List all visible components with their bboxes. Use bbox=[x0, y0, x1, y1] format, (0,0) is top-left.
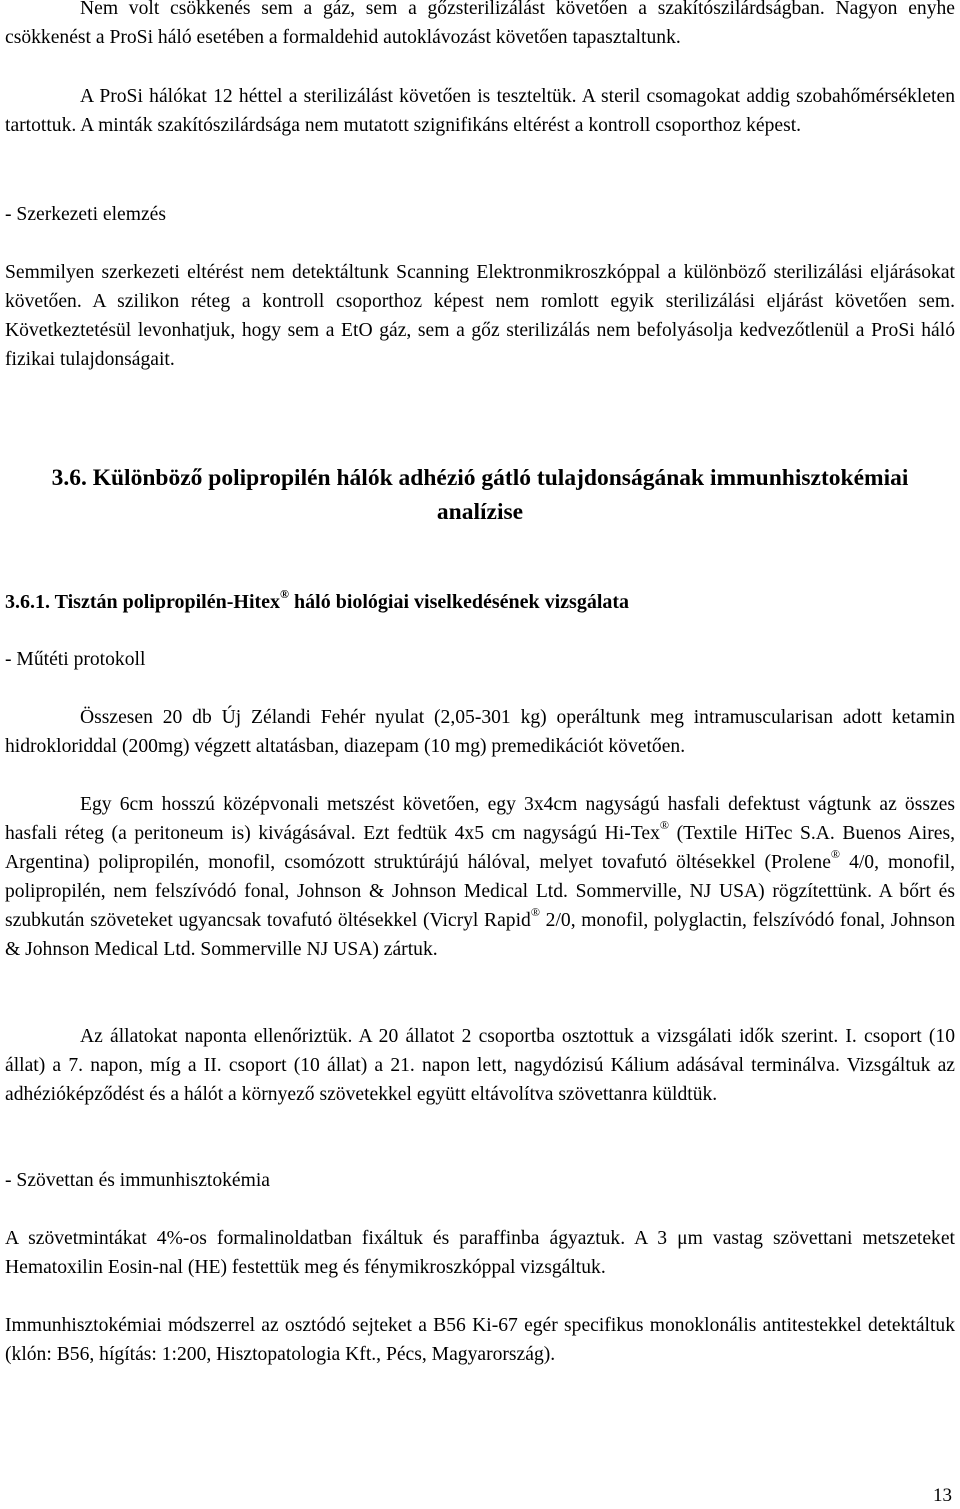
paragraph-structural-analysis: Semmilyen szerkezeti eltérést nem detektáltunk Scanning Elektronmikroszkóppal a különböző sterilizálási eljárásokat követően. A szilikon réteg a kontroll csoporthoz képest nem romlott egyik sterilizálási eljárást követően sem. Következtetésül levonhatjuk, hogy sem a EtO gáz, sem a gőz sterilizálás nem befolyásolja kedvezőtlenül a ProSi háló fizikai tulajdonságait. bbox=[5, 262, 955, 370]
paragraph-protocol-anesthesia: Összesen 20 db Új Zélandi Fehér nyulat (2,05-301 kg) operáltunk meg intramuscularisan adott ketamin hidrokloriddal (200mg) végzett altatásban, diazepam (10 mg) premedikációt követően. bbox=[5, 707, 955, 757]
registered-mark: ® bbox=[530, 905, 540, 919]
subheading-histology: - Szövettan és immunhisztokémia bbox=[5, 1170, 271, 1191]
subsection-heading-3-6-1: 3.6.1. Tisztán polipropilén-Hitex® háló biológiai viselkedésének vizsgálata bbox=[5, 587, 630, 613]
section-heading-3-6: 3.6. Különböző polipropilén hálók adhézió gátló tulajdonságának immunhisztokémiai analízise bbox=[51, 465, 909, 525]
subheading-surgical-protocol: - Műtéti protokoll bbox=[5, 649, 146, 670]
paragraph-prosi-12-weeks: A ProSi hálókat 12 héttel a sterilizálást követően is teszteltük. A steril csomagokat addig szobahőmérsékleten tartottuk. A minták szakítószilárdsága nem mutatott szignifikáns eltérést a kontroll csoporthoz képest. bbox=[5, 86, 955, 136]
registered-mark: ® bbox=[280, 587, 290, 601]
paragraph-protocol-groups: Az állatokat naponta ellenőriztük. A 20 állatot 2 csoportba osztottuk a vizsgálati idők szerint. I. csoport (10 állat) a 7. napon, míg a II. csoport (10 állat) a 21. napon lett, nagydózisú Kálium adásával terminálva. Vizsgáltuk az adhézióképződést és a hálót a környező szövetekkel együtt eltávolítva szövettanra küldtük. bbox=[5, 1026, 955, 1105]
registered-mark: ® bbox=[830, 847, 841, 861]
paragraph-tensile-strength: Nem volt csökkenés sem a gáz, sem a gőzsterilizálást követően a szakítószilárdságban. Nagyon enyhe csökkenést a ProSi háló esetében a formaldehid autoklávozást követően tapasztaltunk. bbox=[5, 0, 955, 48]
page-number: 13 bbox=[933, 1485, 952, 1506]
paragraph-protocol-mesh: Egy 6cm hosszú középvonali metszést követően, egy 3x4cm nagyságú hasfali defektust vágtunk az összes hasfali réteg (a peritoneum is) kivágásával. Ezt fedtük 4x5 cm nagyságú Hi-Tex® (Textile HiTec S.A. Buenos Aires, Argentina) polipropilén, monofil, csomózott struktúrájú hálóval, melyet tovafutó öltésekkel (Prolene® 4/0, monofil, polipropilén, nem felszívódó fonal, Johnson & Johnson Medical Ltd. Sommerville, NJ USA) rögzítettünk. A bőrt és szubkután szöveteket ugyancsak tovafutó öltésekkel (Vicryl Rapid® 2/0, monofil, polyglactin, felszívódó fonal, Johnson & Johnson Medical Ltd. Sommerville NJ USA) zártuk. bbox=[5, 794, 955, 960]
registered-mark: ® bbox=[659, 818, 669, 832]
paragraph-immunohistochemistry: Immunhisztokémiai módszerrel az osztódó sejteket a B56 Ki-67 egér specifikus monoklonális antitestekkel detektáltuk (klón: B56, hígítás: 1:200, Hisztopatologia Kft., Pécs, Magyarország). bbox=[5, 1315, 955, 1365]
subheading-structural-analysis: - Szerkezeti elemzés bbox=[5, 204, 167, 225]
paragraph-histology-staining: A szövetmintákat 4%-os formalinoldatban fixáltuk és paraffinba ágyaztuk. A 3 μm vastag szövettani metszeteket Hematoxilin Eosin-nal (HE) festettük meg és fénymikroszkóppal vizsgáltuk. bbox=[5, 1228, 955, 1278]
